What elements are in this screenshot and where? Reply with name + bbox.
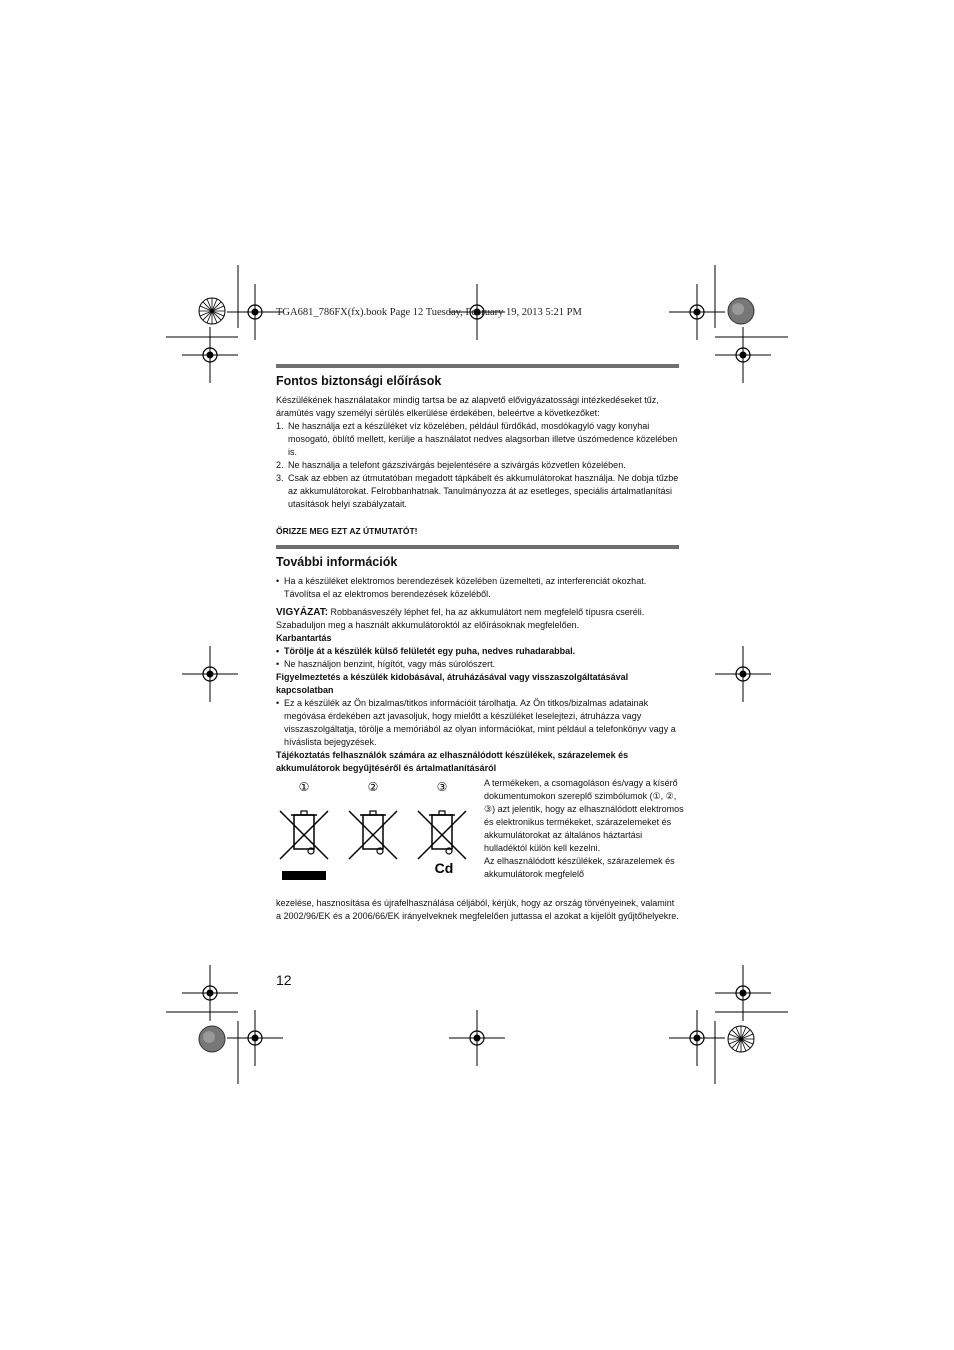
- list-item: 1. Ne használja ezt a készüléket víz közelében, például fürdőkád, mosdókagyló vagy konyhai mosogató, öblítő mellett, kerülje a használatot nedves alagsorban illetve úszómedence közelében is.: [276, 421, 678, 457]
- weee-block: [276, 777, 684, 897]
- weee-text: [484, 777, 684, 881]
- disposal-title: Figyelmeztetés a készülék kidobásával, átruházásával vagy visszaszolgáltatásával kapcsolatban: [276, 672, 629, 695]
- list-item: 3. Csak az ebben az útmutatóban megadott tápkábelt és akkumulátorokat használja. Ne dobja tűzbe az akkumulátorokat. Felrobbanhatnak. Tanulmányozza át az esetleges, speciális ártalmatlanítási utasítások helyi szabályzatait.: [276, 473, 679, 509]
- caution-label: VIGYÁZAT:: [276, 607, 329, 618]
- safety-list: [276, 420, 679, 511]
- section-rule: [276, 545, 679, 549]
- keep-manual-notice: ŐRIZZE MEG EZT AZ ÚTMUTATÓT!: [276, 526, 418, 536]
- cd-label: Cd: [434, 860, 454, 876]
- symbol-label: ②: [367, 780, 379, 794]
- interference-bullet: • Ha a készüléket elektromos berendezések közelében üzemelteti, az interferenciát okozhat. Távolítsa el az elektromos berendezések közeléből.: [276, 575, 679, 601]
- section-title-safety: Fontos biztonsági előírások: [276, 374, 442, 388]
- weee-paragraph: A termékeken, a csomagoláson és/vagy a kísérő dokumentumokon szereplő szimbólumok (①, ②, ③) azt jelentik, hogy az elhasználódott elektromos és elektronikus termékeket, szárazelemeket és akkumulátorokat az általános háztartási hulladéktól külön kell kezelni.: [484, 778, 684, 853]
- symbol-label: ①: [298, 780, 310, 794]
- disposal-bullet: • Ez a készülék az Ön bizalmas/titkos információit tárolhatja. Az Ön titkos/bizalmas adatainak megóvása érdekében azt javasoljuk, hogy mielőtt a készüléket leselejtezi, átruházza vagy visszaszolgáltatja, törölje a memóriából az olyan információkat, mint például a telefonkönyv vagy a híváslista bejegyzések.: [276, 697, 679, 749]
- weee-title: Tájékoztatás felhasználók számára az elhasználódott készülékek, szárazelemek és akkumulátorok begyűjtéséről és ártalmatlanításáról: [276, 750, 629, 773]
- maintenance-bullet: • Törölje át a készülék külső felületét egy puha, nedves ruhadarabbal.: [276, 645, 679, 658]
- list-item: 2. Ne használja a telefont gázszivárgás bejelentésére a szivárgás közvetlen közelében.: [276, 460, 626, 470]
- weee-paragraph-continued: kezelése, hasznosítása és újrafelhasználása céljából, kérjük, hogy az ország törvényeinek, valamint a 2002/96/EK és a 2006/66/EK irányelveknek megfelelően juttassa el azokat a kijelölt gyűjtőhelyekre.: [276, 898, 679, 921]
- page-content: [276, 364, 684, 923]
- page-number: 12: [276, 972, 292, 988]
- symbol-label: ③: [436, 780, 448, 794]
- weee-paragraph: Az elhasználódott készülékek, szárazelemek és akkumulátorok megfelelő: [484, 856, 675, 879]
- section-rule: [276, 364, 679, 368]
- section-title-info: További információk: [276, 555, 398, 569]
- crossed-bin-icon: [418, 811, 466, 859]
- safety-intro: Készülékének használatakor mindig tartsa be az alapvető elővigyázatossági intézkedéseket tűz, áramütés vagy személyi sérülés elkerülése érdekében, beleértve a következőket:: [276, 395, 659, 418]
- book-header-line: TGA681_786FX(fx).book Page 12 Tuesday, February 19, 2013 5:21 PM: [276, 307, 582, 318]
- weee-symbols: [276, 777, 476, 887]
- crossed-bin-icon: [349, 811, 397, 859]
- maintenance-bullet: • Ne használjon benzint, hígítót, vagy más súrolószert.: [276, 658, 679, 671]
- caution-paragraph: VIGYÁZAT: Robbanásveszély léphet fel, ha az akkumulátort nem megfelelő típusra cseréli. Szabaduljon meg a használt akkumulátoroktól az előírásoknak megfelelően.: [276, 607, 645, 630]
- crossed-bin-icon: [280, 811, 328, 859]
- bar-mark: [282, 871, 326, 880]
- maintenance-title: Karbantartás: [276, 633, 332, 643]
